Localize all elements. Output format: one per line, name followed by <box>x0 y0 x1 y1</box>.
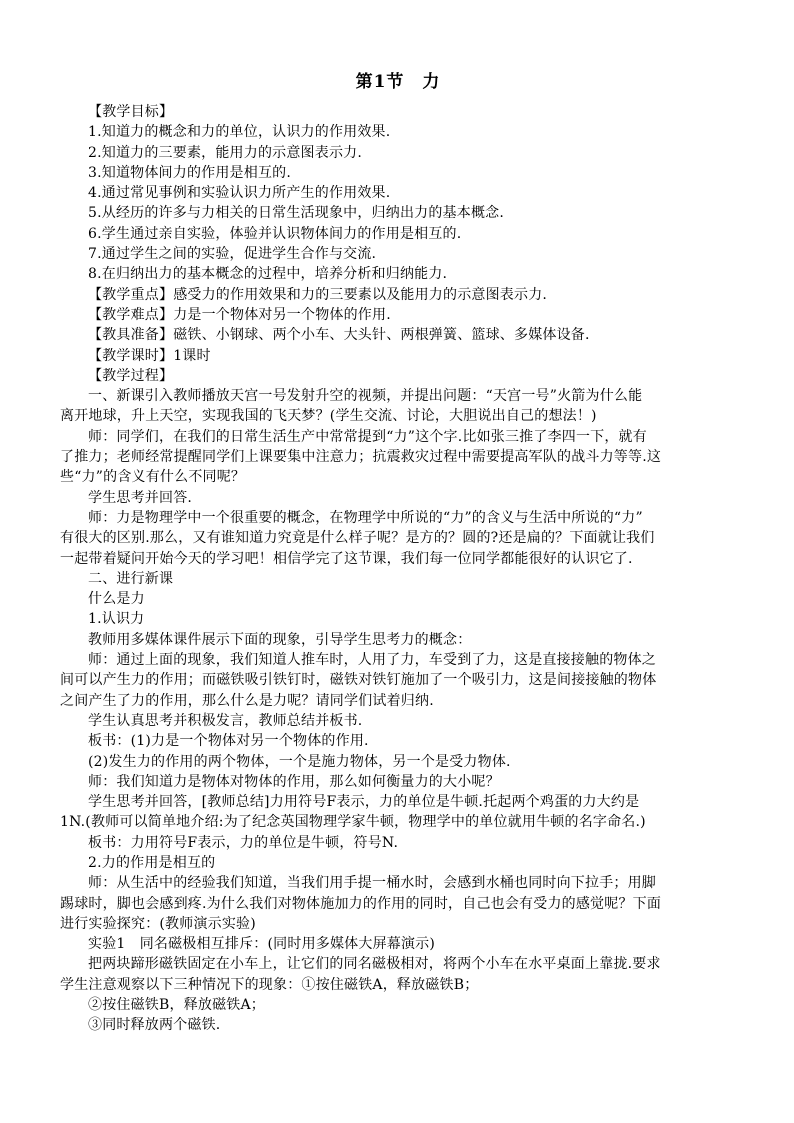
text-line: 2.知道力的三要素，能用力的示意图表示力. <box>88 144 363 161</box>
text-line: 【教学难点】力是一个物体对另一个物体的作用. <box>88 306 391 323</box>
document-page <box>60 70 736 1036</box>
text-line: 4.通过常见事例和实验认识力所产生的作用效果. <box>88 185 391 202</box>
text-line: ③同时释放两个磁铁. <box>88 1017 221 1034</box>
text-line: 些“力”的含义有什么不同呢？ <box>60 469 246 486</box>
text-line: 师：通过上面的现象，我们知道人推车时，人用了力，车受到了力，这是直接接触的物体之 <box>88 652 656 669</box>
text-line: 有很大的区别.那么，又有谁知道力究竟是什么样子呢？是方的？圆的?还是扁的？下面就让我们 <box>60 530 655 547</box>
text-line: 【教学过程】 <box>88 367 174 384</box>
text-line: 板书：力用符号F表示，力的单位是牛顿，符号N. <box>88 834 399 851</box>
text-line: 6.学生通过亲自实验，体验并认识物体间力的作用是相互的. <box>88 225 462 242</box>
text-line: 把两块蹄形磁铁固定在小车上，让它们的同名磁极相对，将两个小车在水平桌面上靠拢.要求 <box>88 956 661 973</box>
text-line: 8.在归纳出力的基本概念的过程中，培养分析和归纳能力. <box>88 266 448 283</box>
text-line: 板书：(1)力是一个物体对另一个物体的作用. <box>88 733 369 750</box>
text-line: 1N.(教师可以简单地介绍:为了纪念英国物理学家牛顿，物理学中的单位就用牛顿的名字命名.) <box>60 814 646 831</box>
text-line: 学生思考并回答. <box>88 489 193 506</box>
text-line: 5.从经历的许多与力相关的日常生活现象中，归纳出力的基本概念. <box>88 205 505 222</box>
text-line: 之间产生了力的作用，那么什么是力呢？请同学们试着归纳. <box>60 692 434 709</box>
text-line: 了推力；老师经常提醒同学们上课要集中注意力；抗震救灾过程中需要提高军队的战斗力等等.这 <box>60 449 662 466</box>
text-line: 学生注意观察以下三种情况下的现象：①按住磁铁A，释放磁铁B； <box>60 976 479 993</box>
text-line: ②按住磁铁B，释放磁铁A； <box>88 997 265 1014</box>
text-line: 实验1 同名磁极相互排斥：(同时用多媒体大屏幕演示) <box>88 936 436 953</box>
text-line: 学生思考并回答，[教师总结]力用符号F表示，力的单位是牛顿.托起两个鸡蛋的力大约是 <box>88 794 640 811</box>
text-line: 什么是力 <box>88 591 145 608</box>
section-title: 第1节 力 <box>355 72 441 92</box>
text-line: 一起带着疑问开始今天的学习吧！相信学完了这节课，我们每一位同学都能很好的认识它了. <box>60 550 633 567</box>
text-line: 1.知道力的概念和力的单位，认识力的作用效果. <box>88 124 391 141</box>
text-line: 师：力是物理学中一个很重要的概念，在物理学中所说的“力”的含义与生活中所说的“力” <box>88 509 643 526</box>
text-line: 师：从生活中的经验我们知道，当我们用手提一桶水时，会感到水桶也同时向下拉手；用脚 <box>88 875 656 892</box>
text-line: 学生认真思考并积极发言，教师总结并板书. <box>88 712 363 729</box>
text-line: 【教学重点】感受力的作用效果和力的三要素以及能用力的示意图表示力. <box>88 286 548 303</box>
text-line: 间可以产生力的作用；而磁铁吸引铁钉时，磁铁对铁钉施加了一个吸引力，这是间接接触的物体 <box>60 672 657 689</box>
text-line: 7.通过学生之间的实验，促进学生合作与交流. <box>88 246 377 263</box>
text-line: 师：同学们，在我们的日常生活生产中常常提到“力”这个字.比如张三推了李四一下，就有 <box>88 428 647 445</box>
text-line: 进行实验探究：(教师演示实验) <box>60 915 256 932</box>
document-body <box>60 102 736 1036</box>
text-line: 离开地球，升上天空，实现我国的飞天梦？(学生交流、讨论，大胆说出自己的想法！) <box>60 408 597 425</box>
text-line: 2.力的作用是相互的 <box>88 854 216 871</box>
text-line: 二、进行新课 <box>88 570 174 587</box>
text-line: 踢球时，脚也会感到疼.为什么我们对物体施加力的作用的同时，自己也会有受力的感觉呢？下面 <box>60 895 662 912</box>
text-line: 【教学目标】 <box>88 104 174 120</box>
text-line: 1.认识力 <box>88 611 145 628</box>
text-line: 【教学课时】1课时 <box>88 347 211 364</box>
text-line: 师：我们知道力是物体对物体的作用，那么如何衡量力的大小呢？ <box>88 773 500 790</box>
text-line: 3.知道物体间力的作用是相互的. <box>88 164 292 181</box>
text-line: 【教具准备】磁铁、小钢球、两个小车、大头针、两根弹簧、篮球、多媒体设备. <box>88 327 590 344</box>
text-line: (2)发生力的作用的两个物体，一个是施力物体，另一个是受力物体. <box>88 753 511 770</box>
text-line: 教师用多媒体课件展示下面的现象，引导学生思考力的概念： <box>88 631 472 648</box>
text-line: 一、新课引入教师播放天宫一号发射升空的视频，并提出问题：“天宫一号”火箭为什么能 <box>88 388 643 405</box>
